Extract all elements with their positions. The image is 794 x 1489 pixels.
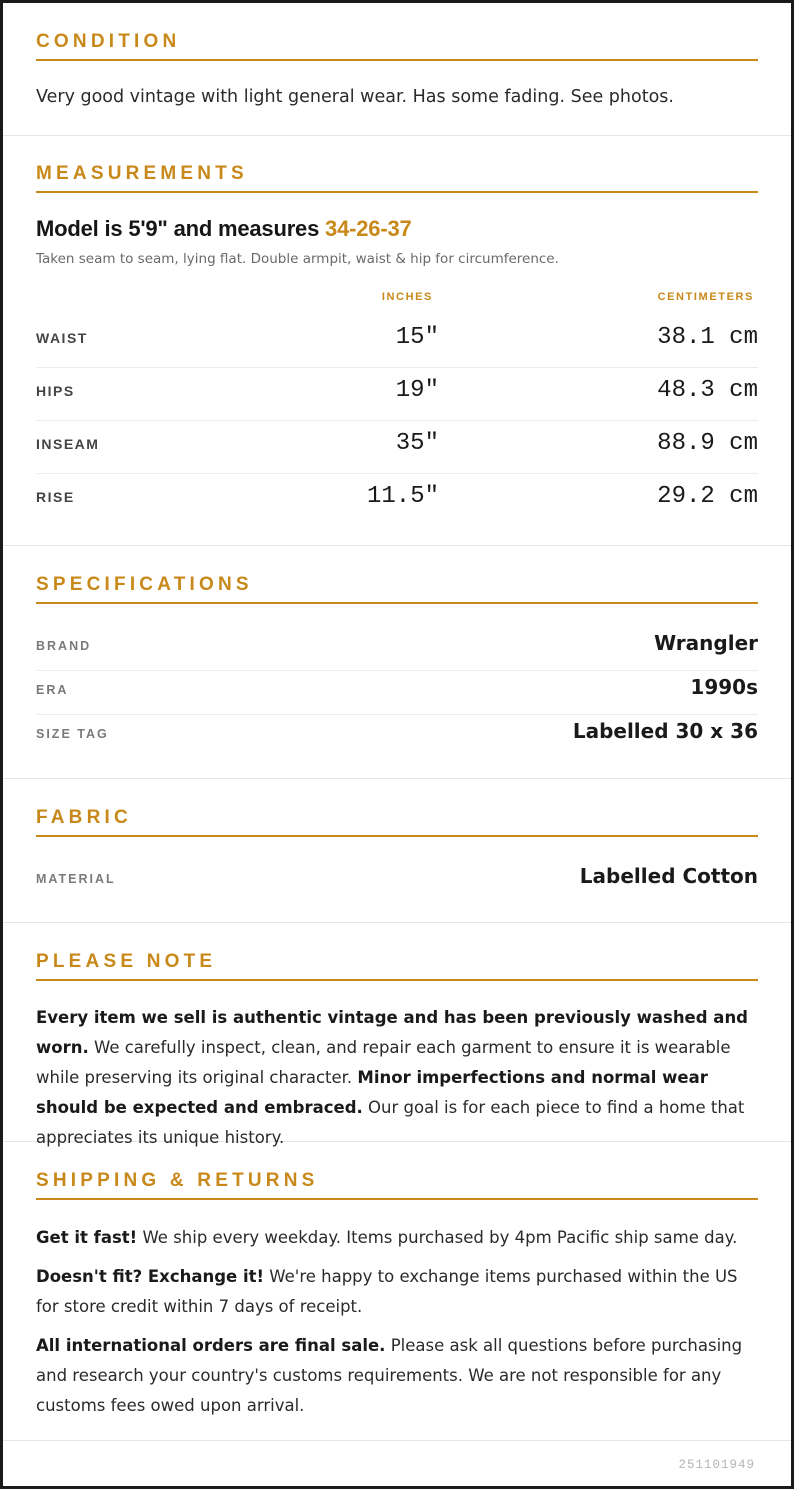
note-text-1: We carefully inspect, clean, and repair each garment to ensure it is wearable while preserving its original character. (36, 1038, 731, 1087)
note-text-2: Our goal is for each piece to find a home that appreciates its unique history. (36, 1098, 745, 1147)
measurement-row-waist (36, 315, 758, 368)
shipping-heading: SHIPPING & RETURNS (36, 1170, 758, 1200)
measurements-heading: MEASUREMENTS (36, 163, 758, 193)
shipping-text-3: Please ask all questions before purchasing and research your country's customs requirements. We are not responsible for any customs fees owed upon arrival. (36, 1336, 743, 1415)
spec-label: ERA (36, 683, 69, 697)
measurement-inches: 15" (395, 324, 439, 351)
shipping-section (3, 1142, 791, 1441)
please-note-section (3, 923, 791, 1147)
measurement-cm: 38.1 cm (657, 324, 758, 351)
model-measures: 34-26-37 (325, 216, 412, 241)
measurement-row-rise (36, 474, 758, 527)
specifications-heading: SPECIFICATIONS (36, 574, 758, 604)
measurement-note: Taken seam to seam, lying flat. Double armpit, waist & hip for circumference. (36, 251, 559, 267)
please-note-heading: PLEASE NOTE (36, 951, 758, 981)
spec-value: Labelled 30 x 36 (572, 719, 758, 743)
condition-heading: CONDITION (36, 31, 758, 61)
measurement-row-inseam (36, 421, 758, 474)
shipping-paragraph-3 (36, 1331, 760, 1421)
fabric-heading: FABRIC (36, 807, 758, 837)
condition-section (3, 3, 791, 136)
shipping-text-2: We're happy to exchange items purchased within the US for store credit within 7 days of receipt. (36, 1267, 738, 1316)
spec-row-brand (36, 627, 758, 671)
please-note-text (36, 1003, 760, 1153)
shipping-emphasis-3: All international orders are final sale. (36, 1336, 386, 1355)
measurement-cm: 88.9 cm (657, 430, 758, 457)
measurement-inches: 11.5" (366, 483, 439, 510)
note-emphasis-2: Minor imperfections and normal wear should be expected and embraced. (36, 1068, 708, 1117)
shipping-text-1: We ship every weekday. Items purchased by 4pm Pacific ship same day. (137, 1228, 738, 1247)
measurement-label: HIPS (36, 383, 75, 399)
model-info (36, 216, 412, 242)
centimeters-column-header: CENTIMETERS (657, 291, 754, 303)
product-id-code: 251101949 (678, 1458, 755, 1472)
shipping-paragraph-1 (36, 1223, 760, 1253)
measurement-inches: 35" (395, 430, 439, 457)
measurement-cm: 29.2 cm (657, 483, 758, 510)
spec-label: BRAND (36, 639, 92, 653)
measurement-label: INSEAM (36, 436, 100, 452)
spec-row-era (36, 671, 758, 715)
measurement-row-hips (36, 368, 758, 421)
condition-text: Very good vintage with light general wear. Has some fading. See photos. (36, 87, 674, 107)
measurement-label: RISE (36, 489, 75, 505)
spec-label: SIZE TAG (36, 727, 109, 741)
measurement-inches: 19" (395, 377, 439, 404)
measurement-cm: 48.3 cm (657, 377, 758, 404)
spec-row-size-tag (36, 715, 758, 759)
measurement-label: WAIST (36, 330, 88, 346)
shipping-paragraph-2 (36, 1262, 760, 1322)
spec-value: Wrangler (654, 631, 758, 655)
fabric-value: Labelled Cotton (579, 864, 758, 888)
shipping-emphasis-1: Get it fast! (36, 1228, 138, 1247)
spec-value: 1990s (690, 675, 758, 699)
fabric-label: MATERIAL (36, 872, 116, 886)
note-emphasis-1: Every item we sell is authentic vintage and has been previously washed and worn. (36, 1008, 748, 1057)
shipping-emphasis-2: Doesn't fit? Exchange it! (36, 1267, 265, 1286)
inches-column-header: INCHES (381, 291, 433, 303)
fabric-row-material (36, 860, 758, 904)
model-prefix: Model is 5'9" and measures (36, 216, 326, 241)
